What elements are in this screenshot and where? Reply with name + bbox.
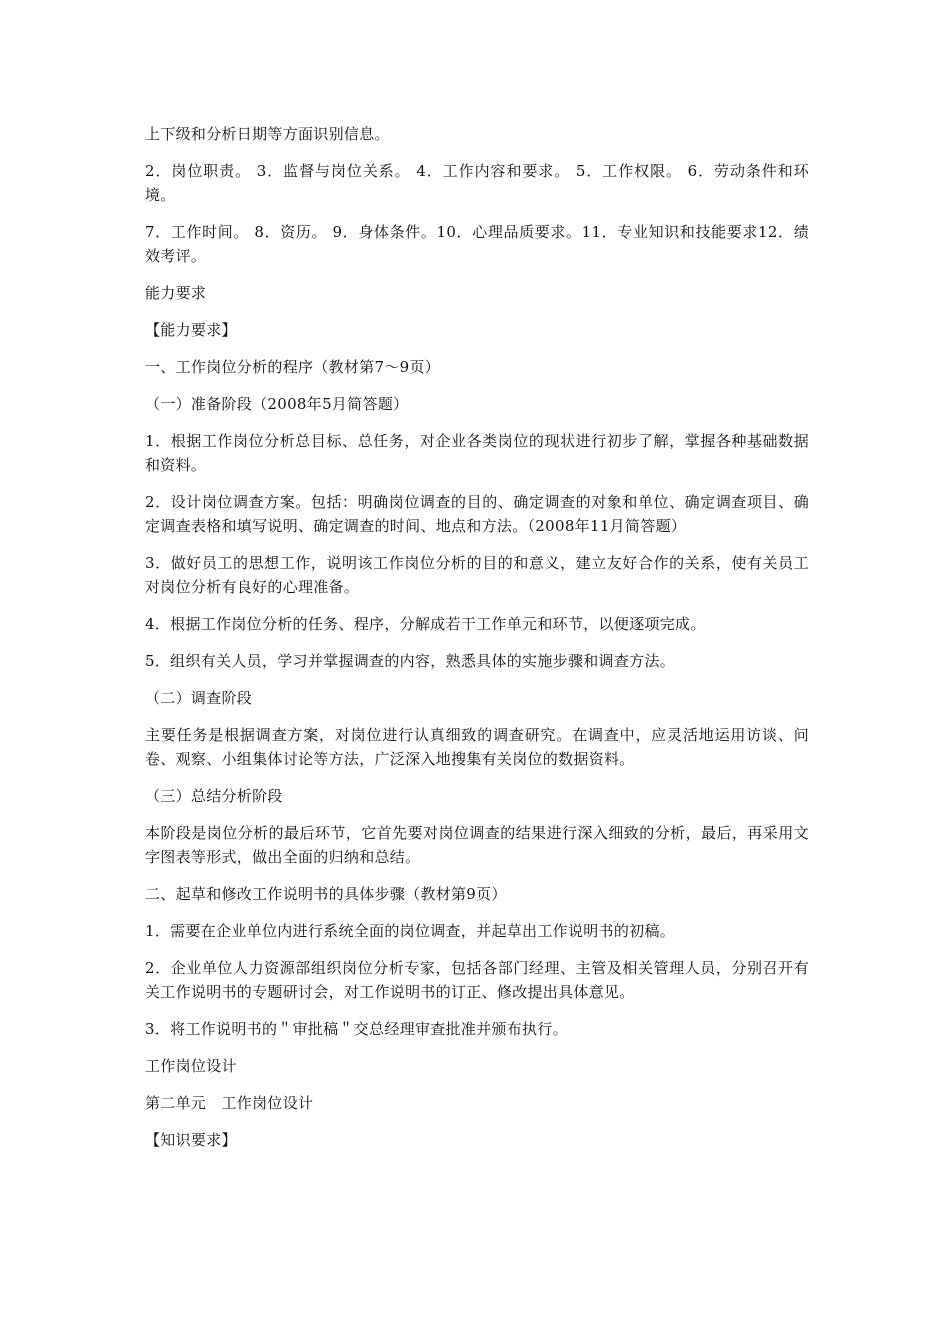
paragraph: 3．做好员工的思想工作，说明该工作岗位分析的目的和意义，建立友好合作的关系，使有关员工对岗位分析有良好的心理准备。 [145, 554, 809, 596]
section-heading: 【能力要求】 [145, 321, 237, 339]
section-heading: 【知识要求】 [145, 1131, 237, 1149]
paragraph: 1．根据工作岗位分析总目标、总任务，对企业各类岗位的现状进行初步了解，掌握各种基础数据和资料。 [145, 432, 809, 474]
paragraph: 4．根据工作岗位分析的任务、程序，分解成若干工作单元和环节，以便逐项完成。 [145, 615, 706, 633]
section-heading: 第二单元 工作岗位设计 [145, 1094, 314, 1112]
paragraph: 主要任务是根据调查方案，对岗位进行认真细致的调查研究。在调查中，应灵活地运用访谈、问卷、观察、小组集体讨论等方法，广泛深入地搜集有关岗位的数据资料。 [145, 726, 809, 768]
paragraph: 2．设计岗位调查方案。包括：明确岗位调查的目的、确定调查的对象和单位、确定调查项目、确定调查表格和填写说明、确定调查的时间、地点和方法。（2008年11月简答题） [145, 493, 809, 535]
paragraph: 7．工作时间。 8．资历。 9．身体条件。10．心理品质要求。11．专业知识和技能要求12．绩效考评。 [145, 223, 809, 265]
paragraph: 2．岗位职责。 3．监督与岗位关系。 4．工作内容和要求。 5．工作权限。 6．劳动条件和环境。 [145, 162, 809, 204]
subsection-heading: （二）调查阶段 [145, 689, 253, 707]
paragraph: 1．需要在企业单位内进行系统全面的岗位调查，并起草出工作说明书的初稿。 [145, 922, 676, 940]
section-heading: 一、工作岗位分析的程序（教材第7～9页） [145, 358, 441, 376]
paragraph: 本阶段是岗位分析的最后环节，它首先要对岗位调查的结果进行深入细致的分析，最后，再采用文字图表等形式，做出全面的归纳和总结。 [145, 824, 809, 866]
subsection-heading: （一）准备阶段（2008年5月简答题） [145, 395, 409, 413]
section-heading: 二、起草和修改工作说明书的具体步骤（教材第9页） [145, 885, 507, 903]
paragraph: 上下级和分析日期等方面识别信息。 [145, 125, 390, 143]
paragraph: 3．将工作说明书的＂审批稿＂交总经理审查批准并颁布执行。 [145, 1020, 568, 1038]
subsection-heading: （三）总结分析阶段 [145, 787, 283, 805]
document-page [145, 122, 809, 1165]
paragraph: 5．组织有关人员，学习并掌握调查的内容，熟悉具体的实施步骤和调查方法。 [145, 652, 676, 670]
section-heading: 工作岗位设计 [145, 1057, 237, 1075]
paragraph: 2．企业单位人力资源部组织岗位分析专家，包括各部门经理、主管及相关管理人员，分别召开有关工作说明书的专题研讨会，对工作说明书的订正、修改提出具体意见。 [145, 959, 809, 1001]
section-heading: 能力要求 [145, 284, 207, 302]
